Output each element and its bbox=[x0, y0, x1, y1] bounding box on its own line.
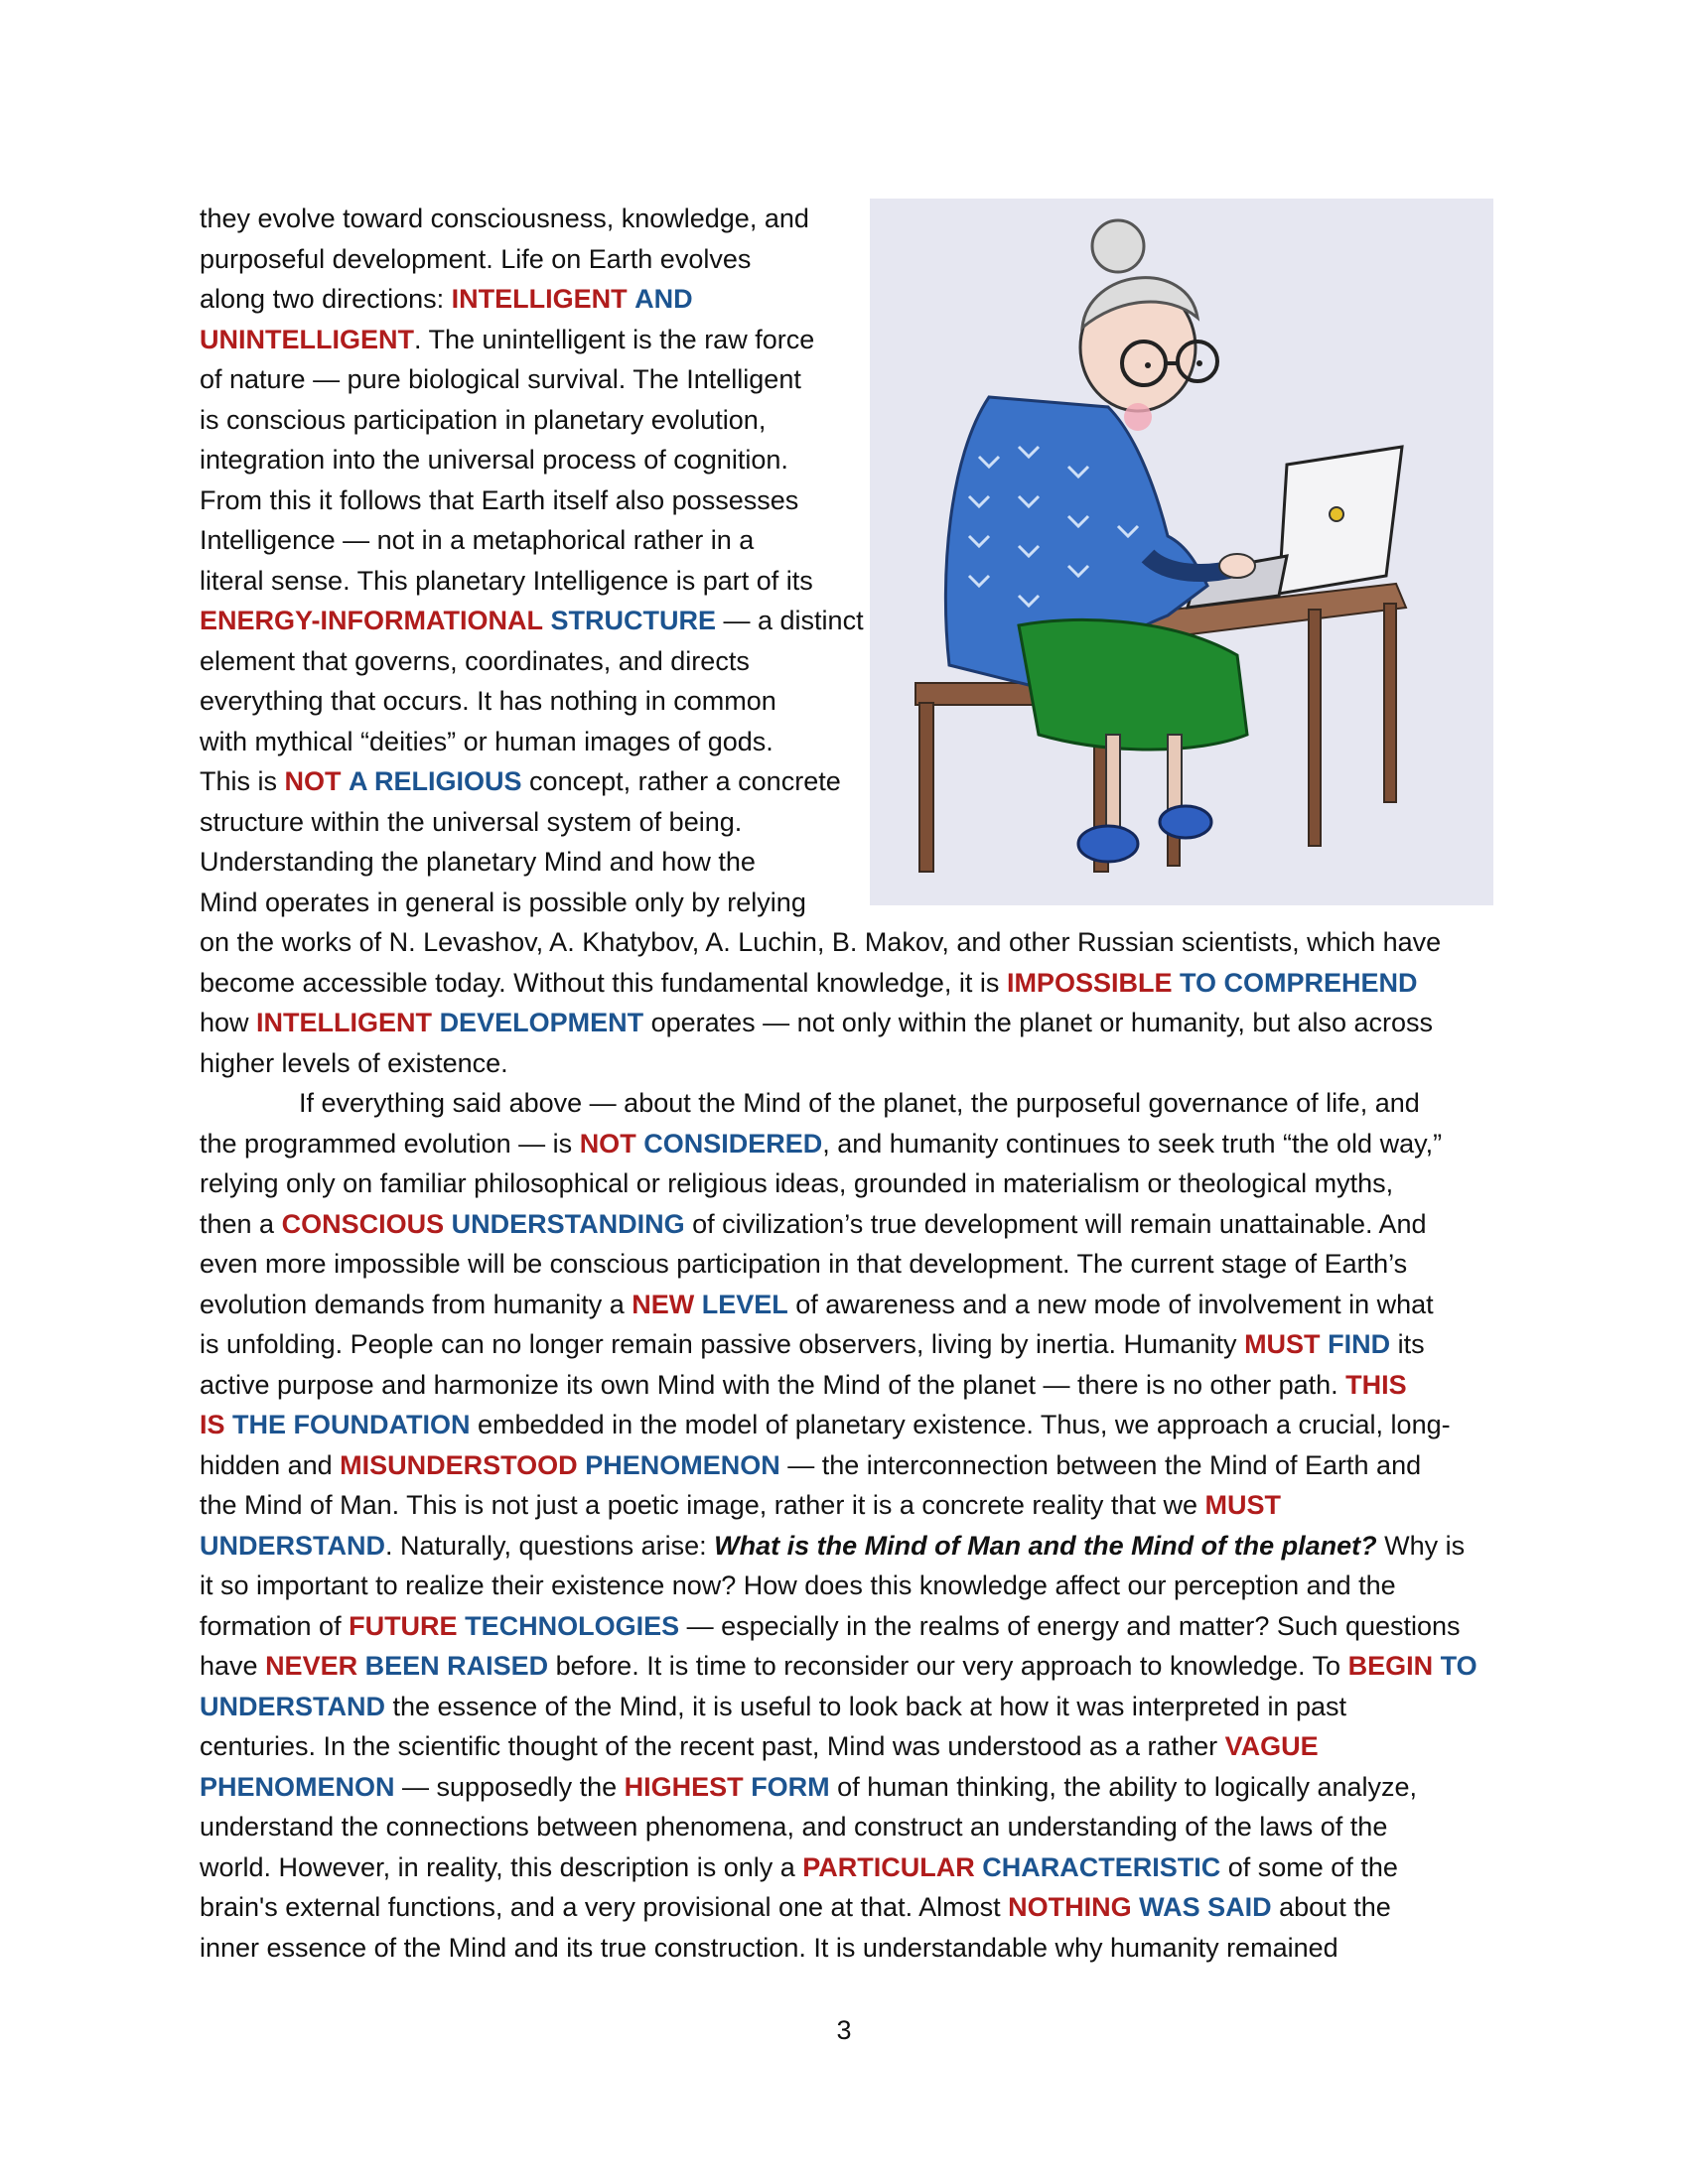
text-run bbox=[444, 1209, 452, 1239]
text-run: active purpose and harmonize its own Mind with the Mind of the planet — there is no other path. bbox=[200, 1369, 1346, 1400]
text-line bbox=[200, 963, 1490, 1004]
emphasis-text: NOTHING bbox=[1008, 1892, 1132, 1922]
text-line bbox=[200, 1244, 1490, 1285]
emphasis-text: FORM bbox=[751, 1771, 830, 1802]
text-run: inner essence of the Mind and its true construction. It is understandable why humanity remained bbox=[200, 1932, 1338, 1963]
emphasis-text: INTELLIGENT bbox=[451, 284, 628, 314]
emphasis-text: NEW bbox=[632, 1289, 695, 1319]
text-run: is conscious participation in planetary evolution, bbox=[200, 404, 767, 435]
emphasis-text: CHARACTERISTIC bbox=[982, 1851, 1221, 1882]
text-run: — a distinct bbox=[716, 606, 864, 635]
text-line bbox=[200, 1847, 1490, 1888]
text-line bbox=[200, 1767, 1490, 1808]
text-run: literal sense. This planetary Intelligence is part of its bbox=[200, 565, 813, 596]
text-run bbox=[225, 1410, 233, 1439]
text-run: have bbox=[200, 1651, 266, 1681]
text-run bbox=[1433, 1651, 1441, 1681]
text-line bbox=[200, 1726, 1490, 1767]
text-run bbox=[342, 766, 350, 796]
emphasis-text: UNINTELLIGENT bbox=[200, 324, 414, 354]
text-line bbox=[200, 1646, 1490, 1687]
text-line bbox=[200, 279, 1490, 320]
text-run: the essence of the Mind, it is useful to look back at how it was interpreted in past bbox=[385, 1691, 1347, 1721]
text-run: its bbox=[1390, 1329, 1425, 1359]
emphasis-text: MISUNDERSTOOD bbox=[340, 1449, 578, 1480]
text-line bbox=[200, 1526, 1490, 1567]
text-run: along two directions: bbox=[200, 284, 452, 314]
text-run: world. However, in reality, this description is only a bbox=[200, 1851, 803, 1882]
text-run: — supposedly the bbox=[394, 1771, 625, 1802]
text-line bbox=[200, 480, 1490, 521]
text-line bbox=[200, 1324, 1490, 1365]
text-run: even more impossible will be conscious participation in that development. The current stage of Earth’s bbox=[200, 1249, 1408, 1279]
text-line bbox=[200, 320, 1490, 360]
text-run: Mind operates in general is possible only by relying bbox=[200, 887, 806, 917]
text-line bbox=[200, 1163, 1490, 1204]
text-line bbox=[200, 400, 1490, 441]
body-text bbox=[200, 199, 1490, 1968]
text-run: of some of the bbox=[1220, 1851, 1398, 1882]
text-run: structure within the universal system of being. bbox=[200, 806, 743, 837]
text-line bbox=[200, 681, 1490, 722]
text-line bbox=[200, 520, 1490, 561]
emphasis-text: WAS SAID bbox=[1139, 1892, 1272, 1922]
text-line bbox=[200, 1566, 1490, 1606]
emphasis-text: LEVEL bbox=[701, 1289, 788, 1319]
text-run bbox=[432, 1008, 440, 1037]
text-run: how bbox=[200, 1008, 257, 1037]
text-line bbox=[200, 1687, 1490, 1727]
text-run bbox=[357, 1651, 365, 1681]
text-line bbox=[200, 802, 1490, 843]
emphasis-text: IMPOSSIBLE bbox=[1006, 967, 1173, 998]
emphasis-text: CONSIDERED bbox=[643, 1128, 823, 1159]
text-run: From this it follows that Earth itself also possesses bbox=[200, 484, 799, 515]
text-line bbox=[200, 722, 1490, 762]
page-number: 3 bbox=[836, 2015, 852, 2045]
text-run: — the interconnection between the Mind of Earth and bbox=[779, 1449, 1422, 1480]
text-run: . The unintelligent is the raw force bbox=[414, 324, 815, 354]
emphasis-text: FIND bbox=[1328, 1329, 1391, 1359]
text-run bbox=[1172, 968, 1180, 998]
emphasis-text: HIGHEST bbox=[624, 1771, 744, 1802]
text-run: centuries. In the scientific thought of the recent past, Mind was understood as a rather bbox=[200, 1731, 1225, 1761]
text-run: evolution demands from humanity a bbox=[200, 1289, 633, 1319]
emphasis-text: A RELIGIOUS bbox=[349, 766, 522, 796]
text-run: hidden and bbox=[200, 1449, 341, 1480]
emphasis-text: STRUCTURE bbox=[550, 606, 717, 635]
text-line bbox=[200, 1204, 1490, 1245]
text-run: understand the connections between phenomena, and construct an understanding of the laws of the bbox=[200, 1812, 1388, 1842]
emphasis-text: CONSCIOUS bbox=[281, 1208, 445, 1239]
text-run: then a bbox=[200, 1208, 282, 1239]
text-line bbox=[200, 1365, 1490, 1406]
emphasis-text: TO bbox=[1440, 1651, 1477, 1681]
text-run: concept, rather a concrete bbox=[521, 766, 841, 796]
emphasis-text: PARTICULAR bbox=[802, 1851, 975, 1882]
text-line bbox=[200, 761, 1490, 802]
text-line bbox=[200, 842, 1490, 883]
emphasis-text: TO COMPREHEND bbox=[1179, 967, 1418, 998]
emphasis-text: BEEN RAISED bbox=[364, 1651, 549, 1681]
text-run: If everything said above — about the Mind of the planet, the purposeful governance of life, and bbox=[299, 1088, 1420, 1118]
text-run: brain's external functions, and a very provisional one at that. Almost bbox=[200, 1892, 1009, 1922]
text-line bbox=[200, 561, 1490, 602]
emphasis-text: UNDERSTAND bbox=[200, 1530, 385, 1561]
text-run: on the works of N. Levashov, A. Khatybov, A. Luchin, B. Makov, and other Russian scientists, which have bbox=[200, 927, 1442, 957]
text-line bbox=[200, 239, 1490, 280]
text-line bbox=[200, 1606, 1490, 1647]
text-run: of civilization’s true development will remain unattainable. And bbox=[684, 1208, 1427, 1239]
emphasis-text: THE FOUNDATION bbox=[232, 1410, 471, 1439]
text-run: . Naturally, questions arise: bbox=[385, 1530, 715, 1561]
text-run bbox=[694, 1290, 702, 1319]
emphasis-text: MUST bbox=[1244, 1329, 1321, 1359]
emphasis-text: DEVELOPMENT bbox=[439, 1008, 644, 1037]
text-run: operates — not only within the planet or humanity, but also across bbox=[643, 1008, 1434, 1037]
text-run: , and humanity continues to seek truth “the old way,” bbox=[822, 1128, 1443, 1159]
text-run: formation of bbox=[200, 1610, 350, 1641]
text-line bbox=[200, 641, 1490, 682]
text-run: Why is bbox=[1376, 1530, 1466, 1561]
text-line bbox=[200, 1405, 1490, 1445]
text-run: higher levels of existence. bbox=[200, 1047, 508, 1078]
text-line bbox=[200, 1445, 1490, 1486]
emphasis-text: NOT bbox=[284, 766, 342, 796]
text-line bbox=[200, 601, 1490, 641]
text-run: the programmed evolution — is bbox=[200, 1128, 580, 1159]
text-run: integration into the universal process of cognition. bbox=[200, 445, 788, 475]
text-run: before. It is time to reconsider our very approach to knowledge. To bbox=[548, 1651, 1348, 1681]
text-run: Intelligence — not in a metaphorical rather in a bbox=[200, 525, 755, 555]
text-line bbox=[200, 922, 1490, 963]
emphasis-text: NEVER bbox=[265, 1651, 358, 1681]
text-line bbox=[200, 1124, 1490, 1164]
emphasis-text: VAGUE bbox=[1224, 1731, 1319, 1761]
emphasis-text: NOT bbox=[579, 1128, 636, 1159]
emphasis-text: ENERGY-INFORMATIONAL bbox=[200, 606, 543, 635]
text-line bbox=[200, 1928, 1490, 1969]
text-line bbox=[200, 199, 1490, 239]
text-run: about the bbox=[1271, 1892, 1391, 1922]
text-run: with mythical “deities” or human images of gods. bbox=[200, 726, 774, 756]
text-run: This is bbox=[200, 766, 285, 796]
text-run: is unfolding. People can no longer remain passive observers, living by inertia. Humanity bbox=[200, 1329, 1245, 1359]
emphasis-text: PHENOMENON bbox=[585, 1449, 780, 1480]
text-line bbox=[200, 1807, 1490, 1847]
text-run: — especially in the realms of energy and matter? Such questions bbox=[679, 1610, 1461, 1641]
text-line bbox=[200, 1285, 1490, 1325]
emphasis-text: PHENOMENON bbox=[200, 1771, 395, 1802]
text-line bbox=[200, 883, 1490, 923]
text-line bbox=[200, 359, 1490, 400]
emphasis-text: BEGIN bbox=[1347, 1651, 1434, 1681]
emphasis-text: AND bbox=[634, 284, 693, 314]
emphasis-text: UNDERSTAND bbox=[200, 1691, 385, 1721]
text-run: element that governs, coordinates, and directs bbox=[200, 645, 750, 676]
emphasis-text: THIS bbox=[1345, 1369, 1407, 1400]
text-line bbox=[200, 1043, 1490, 1084]
emphasis-text: MUST bbox=[1204, 1490, 1281, 1520]
emphasis-text: TECHNOLOGIES bbox=[465, 1610, 680, 1641]
text-run: they evolve toward consciousness, knowledge, and bbox=[200, 204, 809, 233]
text-run: become accessible today. Without this fundamental knowledge, it is bbox=[200, 967, 1007, 998]
text-run bbox=[458, 1611, 466, 1641]
text-line bbox=[200, 1003, 1490, 1043]
text-line bbox=[200, 1485, 1490, 1526]
text-line bbox=[200, 440, 1490, 480]
text-run: of awareness and a new mode of involvement in what bbox=[787, 1289, 1434, 1319]
text-run: of human thinking, the ability to logically analyze, bbox=[829, 1771, 1418, 1802]
text-run bbox=[543, 606, 551, 635]
text-run: everything that occurs. It has nothing in common bbox=[200, 686, 776, 716]
text-run: Understanding the planetary Mind and how the bbox=[200, 847, 756, 877]
text-run: of nature — pure biological survival. The Intelligent bbox=[200, 364, 801, 394]
text-run bbox=[1132, 1892, 1140, 1922]
emphasis-text: INTELLIGENT bbox=[256, 1008, 433, 1037]
emphasis-text: UNDERSTANDING bbox=[451, 1208, 685, 1239]
emphasis-text: IS bbox=[200, 1410, 225, 1439]
emphasis-text: FUTURE bbox=[349, 1610, 458, 1641]
text-run: relying only on familiar philosophical or religious ideas, grounded in materialism or theological myths, bbox=[200, 1168, 1394, 1198]
text-line bbox=[200, 1887, 1490, 1928]
text-run: the Mind of Man. This is not just a poetic image, rather it is a concrete reality that we bbox=[200, 1490, 1205, 1520]
text-run bbox=[1321, 1329, 1329, 1359]
emphasis-text: What is the Mind of Man and the Mind of the planet? bbox=[714, 1530, 1377, 1561]
text-run: purposeful development. Life on Earth evolves bbox=[200, 243, 752, 274]
text-run: embedded in the model of planetary existence. Thus, we approach a crucial, long- bbox=[470, 1410, 1451, 1439]
text-run: it so important to realize their existence now? How does this knowledge affect our perception and the bbox=[200, 1570, 1396, 1600]
text-line bbox=[200, 1083, 1490, 1124]
